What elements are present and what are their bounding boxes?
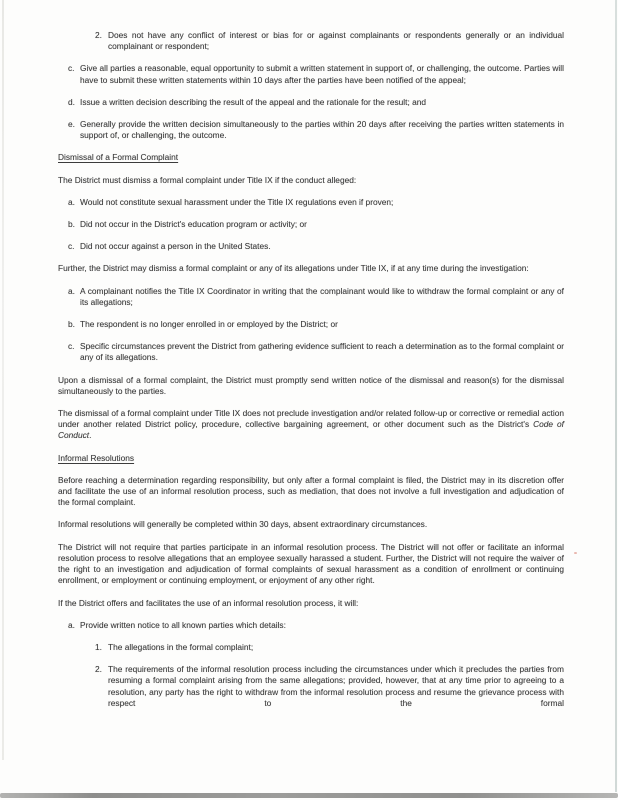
list-marker: e. [68, 119, 75, 130]
list-marker: 1. [95, 641, 102, 652]
text-run: The dismissal of a formal complaint under Title IX does not preclude investigation and/or related follow-up or corrective or remedial action under another related District policy, procedure, collective bargaining agreement, or other document such as the District's [58, 408, 564, 430]
list-item [95, 30, 564, 52]
paragraph: The District must dismiss a formal complaint under Title IX if the conduct alleged: [58, 174, 357, 185]
italic-text: Code of Conduct [58, 419, 564, 441]
paragraph: Informal resolutions will generally be completed within 30 days, absent extraordinary circumstances. [58, 519, 428, 530]
paragraph: Further, the District may dismiss a formal complaint or any of its allegations under Title IX, if at any time during the investigation: [58, 263, 529, 274]
list-marker: c. [68, 241, 75, 252]
section-heading: Informal Resolutions [58, 452, 135, 463]
list-item [68, 241, 564, 252]
list-marker: a. [68, 619, 75, 630]
list-item-text: Issue a written decision describing the result of the appeal and the rationale for the result; and [80, 96, 427, 107]
paragraph: Upon a dismissal of a formal complaint, the District must promptly send written notice of the dismissal and reason(s) for the dismissal simultaneously to the parties. [58, 374, 564, 396]
text-run: . [89, 430, 92, 441]
list-item-text: Did not occur in the District's education program or activity; or [80, 219, 307, 230]
list-item-text: Give all parties a reasonable, equal opportunity to submit a written statement in support of, or challenging, the outcome. Parties will have to submit these written statements within 10 days after the parties have been notified of the appeal; [80, 63, 564, 85]
list-item [68, 341, 564, 363]
scan-speck-artifact [574, 552, 577, 554]
scan-edge-right-artifact [615, 0, 617, 792]
paragraph [58, 408, 564, 442]
list-item [68, 97, 564, 108]
list-item-text: Does not have any conflict of interest or bias for or against complainants or respondents generally or an individual complainant or respondent; [108, 30, 564, 52]
list-marker: a. [68, 196, 75, 207]
paragraph: Before reaching a determination regarding responsibility, but only after a formal complaint is filed, the District may in its discretion offer and facilitate the use of an informal resolution process, such as mediation, that does not involve a full investigation and adjudication of the formal complaint. [58, 474, 564, 508]
list-marker: b. [68, 219, 75, 230]
list-item-text: A complainant notifies the Title IX Coordinator in writing that the complainant would like to withdraw the formal complaint or any of its allegations; [80, 285, 564, 307]
list-item-text: Specific circumstances prevent the District from gathering evidence sufficient to reach a determination as to the formal complaint or any of its allegations. [80, 341, 564, 363]
list-item [95, 642, 564, 653]
list-item-text: The requirements of the informal resolution process including the circumstances under which it precludes the parties from resuming a formal complaint arising from the same allegations; provided, however, that at any time prior to agreeing to a resolution, any party has the right to withdraw from the informal resolution process and resume the grievance process with respect to the formal [108, 664, 564, 708]
paragraph: If the District offers and facilitates the use of an informal resolution process, it will: [58, 597, 359, 608]
list-item [68, 620, 564, 631]
list-item [68, 197, 564, 208]
list-item [95, 664, 564, 709]
list-marker: a. [68, 285, 75, 296]
document-content [58, 30, 564, 720]
list-item [68, 319, 564, 330]
list-item-text: The respondent is no longer enrolled in or employed by the District; or [80, 319, 338, 330]
list-item-text: Did not occur against a person in the United States. [80, 241, 271, 252]
list-marker: b. [68, 319, 75, 330]
section-heading: Dismissal of a Formal Complaint [58, 152, 179, 163]
paragraph: The District will not require that parties participate in an informal resolution process. The District will not offer or facilitate an informal resolution process to resolve allegations that an employee sexually harassed a student. Further, the District will not require the waiver of the right to an investigation and adjudication of formal complaints of sexual harassment as a condition of enrollment or continuing enrollment, or employment or continuing employment, or enjoyment of any other right. [58, 541, 564, 586]
scan-edge-left-artifact [2, 0, 4, 760]
list-marker: d. [68, 96, 75, 107]
list-marker: c. [68, 341, 75, 352]
list-item [68, 119, 564, 141]
list-item-text: The allegations in the formal complaint; [108, 641, 254, 652]
list-item [68, 286, 564, 308]
list-marker: 2. [95, 664, 102, 675]
list-item [68, 63, 564, 85]
list-item [68, 219, 564, 230]
list-item-text: Would not constitute sexual harassment under the Title IX regulations even if proven; [80, 196, 394, 207]
list-marker: 2. [95, 30, 102, 40]
list-item-text: Provide written notice to all known parties which details: [80, 619, 286, 630]
list-marker: c. [68, 63, 75, 74]
list-item-text: Generally provide the written decision simultaneously to the parties within 20 days after receiving the parties written statements in support of, or challenging, the outcome. [80, 119, 564, 141]
scan-edge-bottom-artifact [0, 793, 618, 798]
